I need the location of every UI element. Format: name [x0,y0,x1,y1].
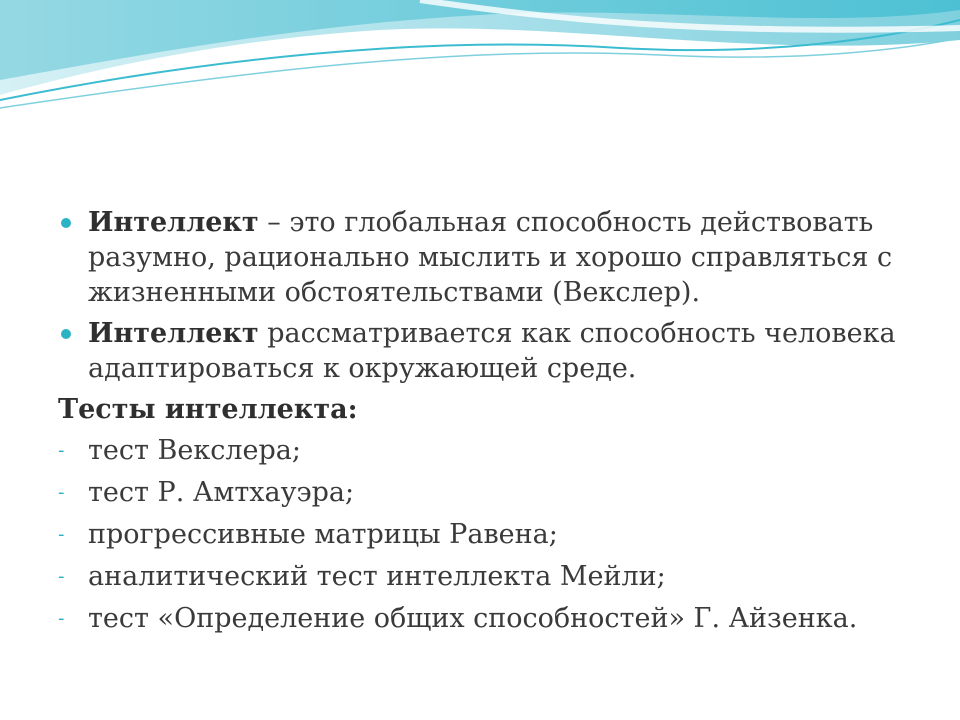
test-label: прогрессивные матрицы Равена; [88,519,558,550]
dash-icon: - [58,524,65,545]
test-label: тест Р. Амтхауэра; [88,477,355,508]
test-label: тест «Определение общих способностей» Г. Айзенка. [88,603,858,634]
slide-content [58,205,918,643]
bullet-text: рассматривается как способность человека адаптироваться к окружающей среде. [88,318,896,384]
bullet-dot-icon [61,218,71,228]
bullet-item [58,316,918,386]
test-label: аналитический тест интеллекта Мейли; [88,561,666,592]
test-list-item [58,601,918,636]
test-list-item [58,517,918,552]
dash-icon: - [58,566,65,587]
bullet-dot-icon [61,329,71,339]
bullet-text: – это глобальная способность действовать разумно, рационально мыслить и хорошо справляться с жизненными обстоятельствами (Векслер). [88,207,893,308]
test-label: тест Векслера; [88,435,301,466]
tests-heading: Тесты интеллекта: [58,394,358,425]
dash-icon: - [58,608,65,629]
test-list-item [58,433,918,468]
bullet-term: Интеллект [88,207,259,238]
header-wave-decoration [0,0,960,140]
bullet-item [58,205,918,310]
dash-icon: - [58,482,65,503]
bullet-term: Интеллект [88,318,259,349]
test-list-item [58,559,918,594]
test-list-item [58,475,918,510]
dash-icon: - [58,440,65,461]
